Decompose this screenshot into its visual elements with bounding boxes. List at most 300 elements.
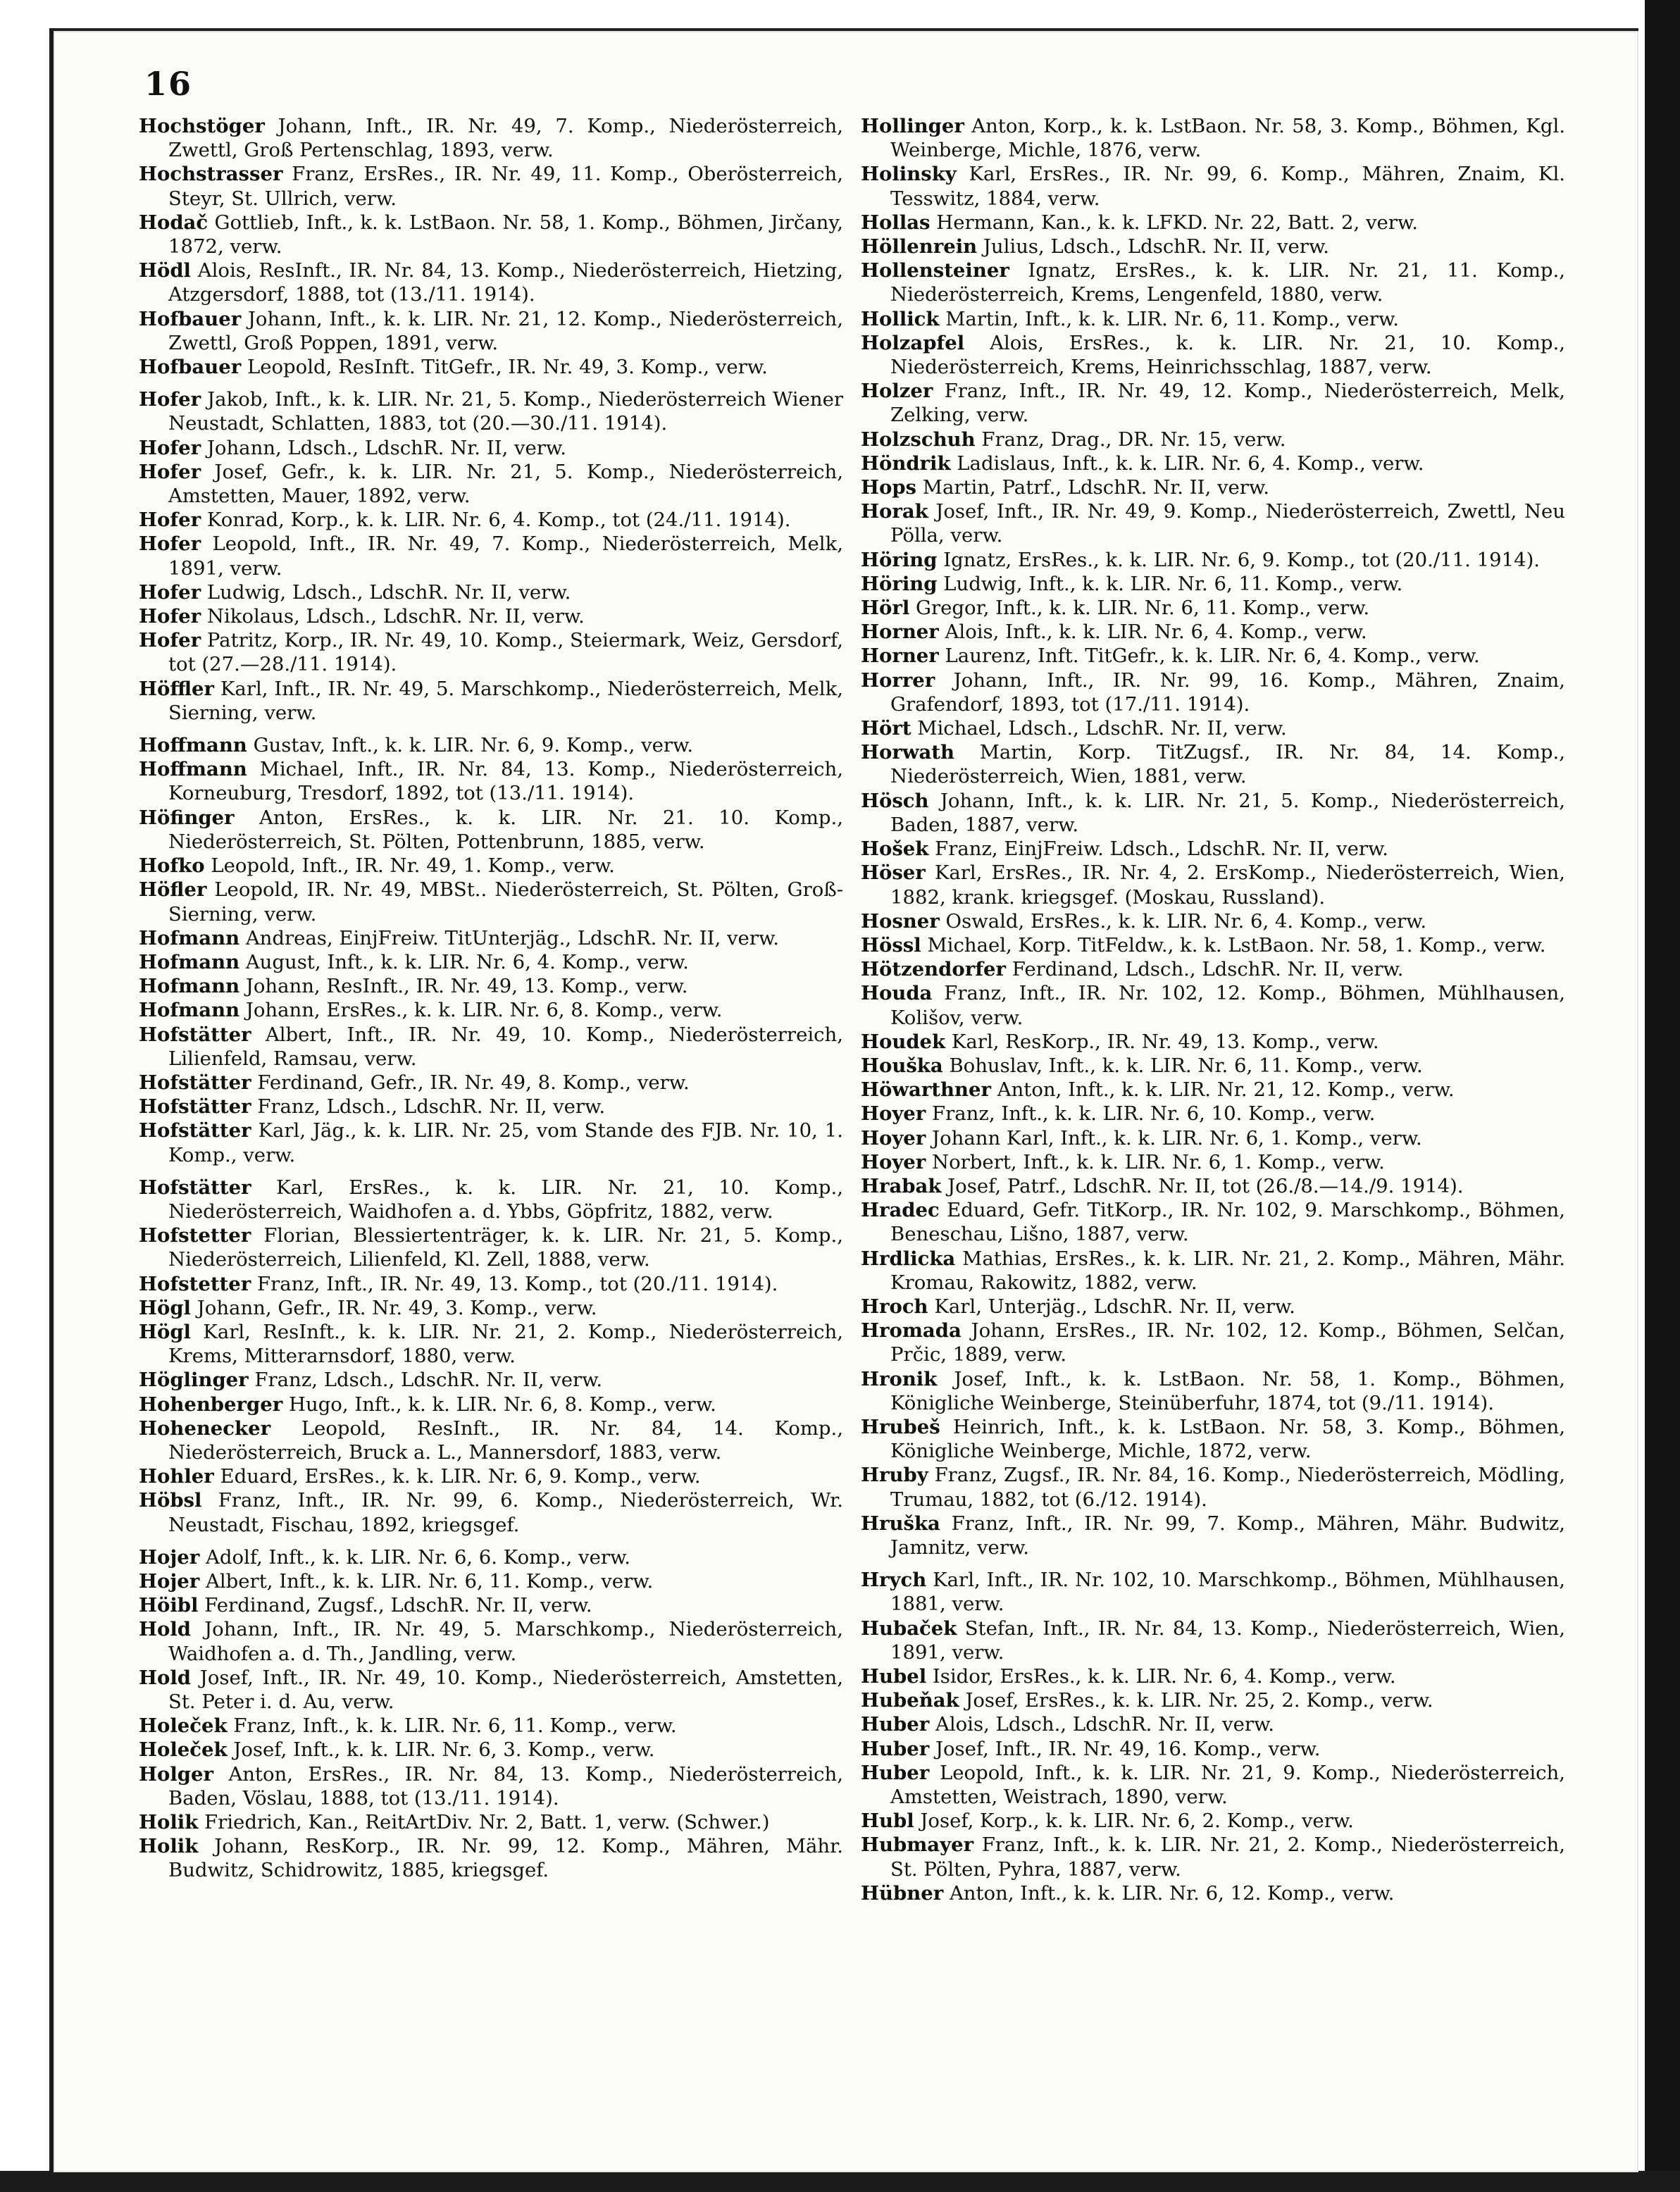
left-column: [139, 114, 843, 1883]
entry-details: Johann, ResInft., IR. Nr. 49, 13. Komp., verw.: [245, 975, 688, 998]
entry-details: Franz, ErsRes., IR. Nr. 49, 11. Komp., Oberösterreich, Steyr, St. Ullrich, verw.: [168, 163, 843, 210]
entry-surname: Hübner: [861, 1881, 944, 1905]
entry-surname: Hofbauer: [139, 307, 242, 330]
entry-details: Michael, Inft., IR. Nr. 84, 13. Komp., Niederösterreich, Korneuburg, Tresdorf, 1892, tot (13./11. 1914).: [168, 758, 843, 805]
entry-details: Karl, Inft., IR. Nr. 49, 5. Marschkomp., Niederösterreich, Melk, Sierning, verw.: [168, 677, 843, 724]
entry-details: Leopold, IR. Nr. 49, MBSt.. Niederösterreich, St. Pölten, Groß-Sierning, verw.: [168, 878, 844, 926]
entry-details: Isidor, ErsRes., k. k. LIR. Nr. 6, 4. Komp., verw.: [932, 1665, 1396, 1688]
casualty-entry: [139, 114, 843, 162]
casualty-entry: [861, 235, 1565, 259]
entry-surname: Hochstöger: [139, 115, 265, 137]
entry-details: Josef, Inft., IR. Nr. 49, 10. Komp., Niederösterreich, Amstetten, St. Peter i. d. Au, verw.: [168, 1666, 843, 1713]
entry-details: Nikolaus, Ldsch., LdschR. Nr. II, verw.: [206, 605, 585, 628]
entry-details: Josef, ErsRes., k. k. LIR. Nr. 25, 2. Komp., verw.: [965, 1689, 1433, 1712]
entry-details: Alois, ResInft., IR. Nr. 84, 13. Komp., Niederösterreich, Hietzing, Atzgersdorf, 1888, tot (13./11. 1914).: [168, 259, 843, 306]
casualty-entry: [139, 1071, 843, 1095]
entry-surname: Höffler: [139, 677, 215, 700]
entry-surname: Holik: [139, 1811, 199, 1834]
entry-surname: Hosner: [861, 909, 940, 933]
casualty-entry: [139, 1023, 843, 1071]
entry-surname: Hrdlicka: [861, 1247, 956, 1270]
casualty-entry: [861, 1617, 1565, 1664]
entry-details: Franz, EinjFreiw. Ldsch., LdschR. Nr. II, verw.: [935, 837, 1389, 861]
casualty-entry: [139, 1593, 843, 1617]
casualty-entry: [139, 460, 843, 508]
entry-surname: Hojer: [139, 1545, 200, 1569]
entry-details: Michael, Ldsch., LdschR. Nr. II, verw.: [917, 717, 1287, 740]
casualty-entry: [139, 733, 843, 757]
casualty-entry: [861, 1688, 1565, 1712]
entry-surname: Hollinger: [861, 115, 964, 137]
entry-details: Josef, Korp., k. k. LIR. Nr. 6, 2. Komp., verw.: [920, 1810, 1354, 1833]
entry-details: Gregor, Inft., k. k. LIR. Nr. 6, 11. Komp., verw.: [916, 597, 1370, 620]
entry-details: Franz, Inft., k. k. LIR. Nr. 21, 2. Komp., Niederösterreich, St. Pölten, Pyhra, 1887, verw.: [890, 1833, 1565, 1881]
entry-surname: Hoffmann: [139, 758, 247, 781]
entry-surname: Hofstätter: [139, 1176, 251, 1199]
casualty-entry: [861, 1664, 1565, 1688]
casualty-entry: [861, 114, 1565, 162]
entry-details: Heinrich, Inft., k. k. LstBaon. Nr. 58, 3. Komp., Böhmen, Königliche Weinberge, Michle, 1872, verw.: [890, 1415, 1565, 1463]
casualty-entry: [139, 1296, 843, 1320]
entry-details: Johann Karl, Inft., k. k. LIR. Nr. 6, 1. Komp., verw.: [932, 1126, 1422, 1150]
entry-details: Norbert, Inft., k. k. LIR. Nr. 6, 1. Komp., verw.: [932, 1150, 1385, 1173]
entry-details: Michael, Korp. TitFeldw., k. k. LstBaon. Nr. 58, 1. Komp., verw.: [927, 933, 1546, 957]
entry-surname: Houdek: [861, 1030, 946, 1053]
entry-details: Andreas, EinjFreiw. TitUnterjäg., LdschR. Nr. II, verw.: [245, 926, 779, 949]
entry-details: Karl, ErsRes., IR. Nr. 99, 6. Komp., Mähren, Znaim, Kl. Tesswitz, 1884, verw.: [890, 163, 1565, 210]
entry-surname: Hofer: [139, 580, 201, 604]
entry-details: Jakob, Inft., k. k. LIR. Nr. 21, 5. Komp., Niederösterreich Wiener Neustadt, Schlatten, 1883, tot (20.—30./11. 1914).: [168, 388, 843, 435]
entry-surname: Horak: [861, 500, 928, 523]
entry-surname: Hödl: [139, 259, 192, 282]
entry-details: Karl, ErsRes., IR. Nr. 4, 2. ErsKomp., Niederösterreich, Wien, 1882, krank. kriegsgef. (Moskau, Russland).: [890, 861, 1565, 909]
casualty-entry: [861, 1030, 1565, 1054]
casualty-entry: [139, 1119, 843, 1166]
entry-details: Johann, Inft., IR. Nr. 49, 5. Marschkomp., Niederösterreich, Waidhofen a. d. Th., Jandling, verw.: [168, 1618, 843, 1665]
entry-details: Karl, ResInft., k. k. LIR. Nr. 21, 2. Komp., Niederösterreich, Krems, Mitterarnsdorf, 1880, verw.: [168, 1320, 843, 1368]
entry-details: Karl, ErsRes., k. k. LIR. Nr. 21, 10. Komp., Niederösterreich, Waidhofen a. d. Ybbs, Göpfritz, 1882, verw.: [168, 1176, 843, 1223]
casualty-entry: [861, 837, 1565, 861]
entry-details: Franz, Inft., k. k. LIR. Nr. 6, 11. Komp., verw.: [233, 1714, 677, 1738]
entry-surname: Horner: [861, 644, 939, 668]
entry-details: Johann, ResKorp., IR. Nr. 99, 12. Komp., Mähren, Mähr. Budwitz, Schidrowitz, 1885, kriegsgef.: [168, 1835, 843, 1882]
casualty-entry: [861, 1761, 1565, 1809]
casualty-entry: [861, 1737, 1565, 1761]
entry-surname: Hromada: [861, 1319, 962, 1343]
casualty-entry: [139, 1095, 843, 1119]
casualty-entry: [861, 933, 1565, 957]
casualty-entry: [861, 307, 1565, 331]
casualty-entry: [861, 1054, 1565, 1078]
entry-details: Patritz, Korp., IR. Nr. 49, 10. Komp., Steiermark, Weiz, Gersdorf, tot (27.—28./11. 1914).: [168, 629, 843, 676]
entry-details: Franz, Ldsch., LdschR. Nr. II, verw.: [254, 1369, 603, 1392]
entry-surname: Hofstätter: [139, 1119, 251, 1142]
entry-details: Stefan, Inft., IR. Nr. 84, 13. Komp., Niederösterreich, Wien, 1891, verw.: [890, 1617, 1566, 1664]
entry-details: Leopold, Inft., IR. Nr. 49, 1. Komp., verw.: [211, 854, 615, 878]
entry-details: Florian, Blessiertenträger, k. k. LIR. Nr. 21, 5. Komp., Niederösterreich, Lilienfeld, Kl. Zell, 1888, verw.: [168, 1224, 843, 1271]
entry-details: Josef, Gefr., k. k. LIR. Nr. 21, 5. Komp., Niederösterreich, Amstetten, Mauer, 1892, verw.: [168, 460, 843, 508]
entry-details: Johann, ErsRes., k. k. LIR. Nr. 6, 8. Komp., verw.: [245, 999, 723, 1022]
casualty-entry: [861, 861, 1565, 909]
entry-details: Julius, Ldsch., LdschR. Nr. II, verw.: [983, 235, 1329, 259]
casualty-entry: [139, 974, 843, 998]
casualty-entry: [861, 1174, 1565, 1198]
entry-details: Josef, Inft., IR. Nr. 49, 16. Komp., verw.: [935, 1737, 1321, 1760]
casualty-entry: [861, 1568, 1565, 1616]
entry-surname: Hoyer: [861, 1126, 926, 1150]
casualty-entry: [139, 926, 843, 950]
entry-surname: Holger: [139, 1762, 213, 1786]
casualty-entry: [139, 878, 843, 926]
casualty-entry: [861, 1415, 1565, 1463]
casualty-entry: [139, 1223, 843, 1271]
casualty-entry: [139, 259, 843, 306]
entry-details: Leopold, ResInft., IR. Nr. 84, 14. Komp., Niederösterreich, Bruck a. L., Mannersdorf, 1883, verw.: [168, 1416, 843, 1464]
casualty-entry: [139, 532, 843, 580]
entry-surname: Hofko: [139, 854, 205, 878]
entry-details: Eduard, ErsRes., k. k. LIR. Nr. 6, 9. Komp., verw.: [220, 1465, 701, 1488]
casualty-entry: [861, 668, 1565, 716]
right-column: [861, 114, 1565, 1905]
entry-surname: Hohenberger: [139, 1393, 283, 1416]
entry-details: Gustav, Inft., k. k. LIR. Nr. 6, 9. Komp., verw.: [253, 734, 694, 757]
entry-details: Ludwig, Inft., k. k. LIR. Nr. 6, 11. Komp., verw.: [943, 572, 1403, 595]
entry-details: Karl, Jäg., k. k. LIR. Nr. 25, vom Stande des FJB. Nr. 10, 1. Komp., verw.: [168, 1119, 843, 1166]
page-number: 16: [144, 65, 193, 103]
casualty-entry: [861, 475, 1565, 499]
entry-details: Franz, Inft., k. k. LIR. Nr. 6, 10. Komp., verw.: [932, 1102, 1376, 1126]
entry-surname: Hops: [861, 476, 917, 499]
casualty-entry: [861, 1078, 1565, 1102]
entry-surname: Höring: [861, 572, 938, 595]
entry-surname: Hofmann: [139, 975, 240, 998]
casualty-entry: [139, 211, 843, 259]
entry-details: Franz, Inft., IR. Nr. 99, 7. Komp., Mähren, Mähr. Budwitz, Jamnitz, verw.: [890, 1512, 1565, 1559]
entry-details: Martin, Inft., k. k. LIR. Nr. 6, 11. Komp., verw.: [945, 307, 1399, 330]
casualty-entry: [861, 548, 1565, 572]
casualty-entry: [861, 1881, 1565, 1905]
entry-surname: Höfler: [139, 878, 207, 902]
entry-surname: Höndrik: [861, 452, 951, 475]
entry-details: Johann, ErsRes., IR. Nr. 102, 12. Komp., Böhmen, Selčan, Prčic, 1889, verw.: [890, 1319, 1565, 1366]
entry-surname: Horwath: [861, 741, 955, 764]
entry-surname: Hošek: [861, 837, 929, 861]
entry-details: Johann, Gefr., IR. Nr. 49, 3. Komp., verw.: [197, 1296, 597, 1319]
entry-surname: Holzer: [861, 380, 933, 403]
casualty-entry: [139, 355, 843, 379]
casualty-entry: [139, 998, 843, 1022]
casualty-entry: [139, 1368, 843, 1392]
entry-surname: Holeček: [139, 1738, 228, 1762]
casualty-entry: [139, 1617, 843, 1665]
entry-surname: Hötzendorfer: [861, 958, 1007, 981]
casualty-entry: [139, 1666, 843, 1714]
entry-details: Anton, Korp., k. k. LstBaon. Nr. 58, 3. Komp., Böhmen, Kgl. Weinberge, Michle, 1876, verw.: [890, 115, 1565, 162]
entry-surname: Hösch: [861, 789, 929, 812]
casualty-entry: [861, 499, 1565, 547]
entry-details: Johann, Inft., IR. Nr. 49, 7. Komp., Niederösterreich, Zwettl, Groß Pertenschlag, 1893, verw.: [168, 115, 843, 162]
casualty-entry: [139, 436, 843, 460]
entry-surname: Hradec: [861, 1199, 940, 1222]
entry-details: Josef, Inft., k. k. LIR. Nr. 6, 3. Komp., verw.: [233, 1738, 655, 1762]
entry-surname: Holik: [139, 1835, 199, 1858]
entry-details: Leopold, ResInft. TitGefr., IR. Nr. 49, 3. Komp., verw.: [247, 356, 768, 379]
entry-details: Josef, Inft., IR. Nr. 49, 9. Komp., Niederösterreich, Zwettl, Neu Pölla, verw.: [890, 500, 1565, 547]
casualty-entry: [861, 1463, 1565, 1511]
casualty-entry: [139, 1272, 843, 1296]
entry-details: Alois, ErsRes., k. k. LIR. Nr. 21, 10. Komp., Niederösterreich, Krems, Heinrichsschlag, 1887, verw.: [890, 331, 1565, 379]
entry-details: Adolf, Inft., k. k. LIR. Nr. 6, 6. Komp., verw.: [206, 1545, 631, 1569]
entry-details: Karl, Inft., IR. Nr. 102, 10. Marschkomp., Böhmen, Mühlhausen, 1881, verw.: [890, 1569, 1565, 1616]
entry-details: Anton, ErsRes., IR. Nr. 84, 13. Komp., Niederösterreich, Baden, Vöslau, 1888, tot (13./11. 1914).: [168, 1762, 843, 1810]
entry-surname: Höbsl: [139, 1489, 202, 1512]
entry-surname: Höser: [861, 861, 926, 885]
casualty-entry: [139, 1176, 843, 1223]
casualty-entry: [861, 909, 1565, 933]
casualty-entry: [861, 452, 1565, 475]
entry-details: Anton, ErsRes., k. k. LIR. Nr. 21. 10. Komp., Niederösterreich, St. Pölten, Pottenbrunn, 1885, verw.: [168, 806, 843, 853]
entry-details: Martin, Patrf., LdschR. Nr. II, verw.: [922, 476, 1269, 499]
entry-details: Alois, Inft., k. k. LIR. Nr. 6, 4. Komp., verw.: [945, 621, 1367, 644]
entry-surname: Hössl: [861, 933, 921, 957]
entry-surname: Hubmayer: [861, 1833, 974, 1857]
entry-details: Franz, Ldsch., LdschR. Nr. II, verw.: [257, 1095, 606, 1119]
entry-details: Ignatz, ErsRes., k. k. LIR. Nr. 21, 11. Komp., Niederösterreich, Krems, Lengenfeld, 1880, verw.: [890, 259, 1566, 306]
casualty-entry: [139, 1393, 843, 1416]
casualty-entry: [139, 677, 843, 725]
casualty-entry: [861, 644, 1565, 668]
casualty-entry: [861, 379, 1565, 427]
casualty-entry: [861, 1198, 1565, 1246]
casualty-entry: [139, 1762, 843, 1810]
casualty-entry: [861, 1809, 1565, 1833]
entry-surname: Hojer: [139, 1569, 200, 1593]
casualty-entry: [139, 628, 843, 676]
entry-details: Karl, Unterjäg., LdschR. Nr. II, verw.: [934, 1295, 1295, 1318]
entry-surname: Holinsky: [861, 163, 957, 186]
entry-surname: Hold: [139, 1666, 192, 1689]
entry-details: Franz, Inft., IR. Nr. 49, 12. Komp., Niederösterreich, Melk, Zelking, verw.: [890, 380, 1566, 427]
casualty-entry: [861, 1126, 1565, 1150]
casualty-entry: [861, 740, 1565, 788]
entry-surname: Hrabak: [861, 1174, 942, 1197]
entry-surname: Huber: [861, 1761, 930, 1784]
casualty-entry: [139, 604, 843, 628]
casualty-entry: [861, 1295, 1565, 1319]
entry-surname: Hronik: [861, 1367, 938, 1390]
casualty-entry: [861, 1512, 1565, 1559]
entry-details: Josef, Inft., k. k. LstBaon. Nr. 58, 1. Komp., Böhmen, Königliche Weinberge, Steinüberfuhr, 1874, tot (9./11. 1914).: [890, 1367, 1565, 1414]
entry-surname: Hubeňak: [861, 1689, 959, 1712]
entry-surname: Högl: [139, 1320, 192, 1343]
entry-surname: Hochstrasser: [139, 163, 283, 186]
entry-details: Josef, Patrf., LdschR. Nr. II, tot (26./8.—14./9. 1914).: [947, 1174, 1464, 1197]
entry-details: Eduard, Gefr. TitKorp., IR. Nr. 102, 9. Marschkomp., Böhmen, Beneschau, Lišno, 1887, verw.: [890, 1199, 1565, 1246]
entry-surname: Hofer: [139, 605, 201, 628]
casualty-entry: [139, 1464, 843, 1488]
entry-surname: Horrer: [861, 668, 935, 692]
entry-surname: Höring: [861, 548, 938, 571]
entry-surname: Hubel: [861, 1665, 927, 1688]
entry-details: Leopold, Inft., k. k. LIR. Nr. 21, 9. Komp., Niederösterreich, Amstetten, Weistrach, 1890, verw.: [890, 1761, 1565, 1809]
entry-details: Oswald, ErsRes., k. k. LIR. Nr. 6, 4. Komp., verw.: [945, 909, 1427, 933]
casualty-entry: [861, 620, 1565, 644]
casualty-entry: [139, 580, 843, 604]
entry-details: Bohuslav, Inft., k. k. LIR. Nr. 6, 11. Komp., verw.: [949, 1054, 1423, 1077]
entry-details: Karl, ResKorp., IR. Nr. 49, 13. Komp., verw.: [951, 1030, 1379, 1053]
entry-surname: Horner: [861, 621, 939, 644]
entry-details: Alois, Ldsch., LdschR. Nr. II, verw.: [935, 1713, 1275, 1736]
entry-surname: Hofer: [139, 436, 201, 459]
entry-details: Laurenz, Inft. TitGefr., k. k. LIR. Nr. 6, 4. Komp., verw.: [945, 644, 1480, 668]
entry-details: Ladislaus, Inft., k. k. LIR. Nr. 6, 4. Komp., verw.: [957, 452, 1424, 475]
casualty-entry: [861, 428, 1565, 452]
entry-surname: Hofstetter: [139, 1272, 251, 1295]
entry-details: Konrad, Korp., k. k. LIR. Nr. 6, 4. Komp., tot (24./11. 1914).: [206, 509, 791, 532]
entry-surname: Hruška: [861, 1512, 940, 1535]
entry-surname: Hroch: [861, 1295, 928, 1318]
casualty-entry: [861, 211, 1565, 235]
entry-details: Johann, Inft., k. k. LIR. Nr. 21, 5. Komp., Niederösterreich, Baden, 1887, verw.: [890, 789, 1566, 836]
entry-details: Ferdinand, Zugsf., LdschR. Nr. II, verw.: [204, 1594, 592, 1617]
entry-surname: Hofer: [139, 533, 201, 556]
casualty-entry: [139, 1738, 843, 1762]
entry-details: Johann, Inft., k. k. LIR. Nr. 21, 12. Komp., Niederösterreich, Zwettl, Groß Poppen, 1891, verw.: [168, 307, 843, 354]
entry-details: Ferdinand, Gefr., IR. Nr. 49, 8. Komp., verw.: [257, 1071, 690, 1094]
entry-surname: Hohler: [139, 1465, 214, 1488]
casualty-entry: [861, 957, 1565, 981]
casualty-entry: [861, 1247, 1565, 1295]
entry-surname: Holzapfel: [861, 331, 965, 354]
casualty-entry: [139, 950, 843, 974]
entry-details: Albert, Inft., k. k. LIR. Nr. 6, 11. Komp., verw.: [206, 1569, 654, 1593]
entry-surname: Hold: [139, 1618, 192, 1641]
entry-surname: Höglinger: [139, 1369, 249, 1392]
casualty-entry: [139, 387, 843, 435]
entry-surname: Hruby: [861, 1464, 928, 1487]
entry-surname: Hofstätter: [139, 1023, 251, 1046]
casualty-entry: [139, 854, 843, 878]
entry-surname: Hodač: [139, 211, 209, 234]
casualty-entry: [139, 1488, 843, 1536]
entry-surname: Hollick: [861, 307, 940, 330]
casualty-entry: [861, 789, 1565, 837]
entry-details: Franz, Inft., IR. Nr. 99, 6. Komp., Niederösterreich, Wr. Neustadt, Fischau, 1892, kriegsgef.: [168, 1489, 843, 1536]
entry-surname: Hofstätter: [139, 1095, 251, 1119]
casualty-entry: [861, 162, 1565, 210]
casualty-entry: [861, 981, 1565, 1029]
casualty-entry: [139, 162, 843, 210]
entry-details: Gottlieb, Inft., k. k. LstBaon. Nr. 58, 1. Komp., Böhmen, Jirčany, 1872, verw.: [168, 211, 843, 259]
entry-surname: Huber: [861, 1737, 930, 1760]
casualty-entry: [861, 331, 1565, 379]
entry-details: Johann, Ldsch., LdschR. Nr. II, verw.: [206, 436, 566, 459]
entry-surname: Hubaček: [861, 1617, 957, 1640]
casualty-entry: [861, 596, 1565, 620]
casualty-entry: [861, 1102, 1565, 1126]
entry-surname: Hohenecker: [139, 1416, 271, 1440]
scan-dark-border-right: [1645, 0, 1680, 2192]
entry-details: Ferdinand, Ldsch., LdschR. Nr. II, verw.: [1012, 958, 1404, 981]
entry-details: August, Inft., k. k. LIR. Nr. 6, 4. Komp., verw.: [245, 950, 689, 973]
entry-surname: Hollensteiner: [861, 259, 1009, 282]
casualty-entry: [139, 1714, 843, 1738]
entry-details: Leopold, Inft., IR. Nr. 49, 7. Komp., Niederösterreich, Melk, 1891, verw.: [168, 533, 843, 580]
casualty-entry: [139, 307, 843, 355]
entry-surname: Houška: [861, 1054, 943, 1077]
entry-surname: Hofer: [139, 509, 201, 532]
casualty-entry: [139, 508, 843, 532]
entry-surname: Hörl: [861, 597, 910, 620]
entry-details: Friedrich, Kan., ReitArtDiv. Nr. 2, Batt. 1, verw. (Schwer.): [204, 1811, 770, 1834]
entry-surname: Hrubeš: [861, 1415, 940, 1438]
entry-surname: Hrych: [861, 1569, 927, 1592]
entry-surname: Hofmann: [139, 950, 240, 973]
entry-surname: Höibl: [139, 1594, 199, 1617]
entry-details: Hermann, Kan., k. k. LFKD. Nr. 22, Batt. 2, verw.: [936, 211, 1418, 234]
entry-surname: Houda: [861, 982, 933, 1005]
entry-surname: Högl: [139, 1296, 192, 1319]
entry-surname: Hoyer: [861, 1102, 926, 1126]
entry-surname: Hofer: [139, 460, 201, 483]
entry-surname: Hollas: [861, 211, 931, 234]
entry-surname: Huber: [861, 1713, 930, 1736]
entry-surname: Hubl: [861, 1810, 914, 1833]
casualty-entry: [861, 1833, 1565, 1881]
entry-surname: Höfinger: [139, 806, 235, 829]
entry-details: Franz, Drag., DR. Nr. 15, verw.: [981, 428, 1286, 451]
entry-surname: Hoyer: [861, 1150, 926, 1173]
entry-details: Ludwig, Ldsch., LdschR. Nr. II, verw.: [206, 580, 571, 604]
entry-details: Anton, Inft., k. k. LIR. Nr. 6, 12. Komp., verw.: [949, 1881, 1395, 1905]
casualty-entry: [139, 757, 843, 805]
casualty-entry: [139, 1834, 843, 1882]
casualty-entry: [139, 1416, 843, 1464]
entry-surname: Hofer: [139, 629, 201, 652]
entry-surname: Hofmann: [139, 926, 240, 949]
casualty-entry: [139, 806, 843, 854]
casualty-entry: [861, 1319, 1565, 1366]
entry-details: Franz, Inft., IR. Nr. 102, 12. Komp., Böhmen, Mühlhausen, Kolišov, verw.: [890, 982, 1565, 1029]
casualty-entry: [139, 1545, 843, 1569]
entry-surname: Holzschuh: [861, 428, 976, 451]
entry-surname: Hoffmann: [139, 734, 247, 757]
entry-details: Franz, Inft., IR. Nr. 49, 13. Komp., tot (20./11. 1914).: [256, 1272, 778, 1295]
entry-surname: Hofstätter: [139, 1071, 251, 1094]
entry-details: Hugo, Inft., k. k. LIR. Nr. 6, 8. Komp., verw.: [289, 1393, 716, 1416]
casualty-entry: [861, 1712, 1565, 1736]
entry-surname: Hofstetter: [139, 1224, 251, 1247]
entry-surname: Hört: [861, 717, 911, 740]
entry-details: Anton, Inft., k. k. LIR. Nr. 21, 12. Komp., verw.: [997, 1078, 1455, 1102]
entry-details: Martin, Korp. TitZugsf., IR. Nr. 84, 14. Komp., Niederösterreich, Wien, 1881, verw.: [890, 741, 1565, 788]
entry-details: Ignatz, ErsRes., k. k. LIR. Nr. 6, 9. Komp., tot (20./11. 1914).: [943, 548, 1541, 571]
scan-dark-border-bottom: [0, 2171, 1680, 2192]
entry-details: Albert, Inft., IR. Nr. 49, 10. Komp., Niederösterreich, Lilienfeld, Ramsau, verw.: [168, 1023, 843, 1070]
entry-details: Mathias, ErsRes., k. k. LIR. Nr. 21, 2. Komp., Mähren, Mähr. Kromau, Rakowitz, 1882, verw.: [890, 1247, 1565, 1294]
casualty-entry: [861, 1367, 1565, 1415]
casualty-entry: [139, 1320, 843, 1368]
casualty-entry: [861, 259, 1565, 306]
entry-surname: Hofmann: [139, 999, 240, 1022]
entry-details: Franz, Zugsf., IR. Nr. 84, 16. Komp., Niederösterreich, Mödling, Trumau, 1882, tot (6./12. 1914).: [890, 1464, 1565, 1511]
entry-details: Johann, Inft., IR. Nr. 99, 16. Komp., Mähren, Znaim, Grafendorf, 1893, tot (17./11. 1914).: [890, 668, 1565, 716]
entry-surname: Hofer: [139, 388, 201, 411]
casualty-entry: [861, 572, 1565, 596]
casualty-entry: [139, 1810, 843, 1834]
entry-surname: Höwarthner: [861, 1078, 991, 1102]
entry-surname: Holeček: [139, 1714, 228, 1738]
